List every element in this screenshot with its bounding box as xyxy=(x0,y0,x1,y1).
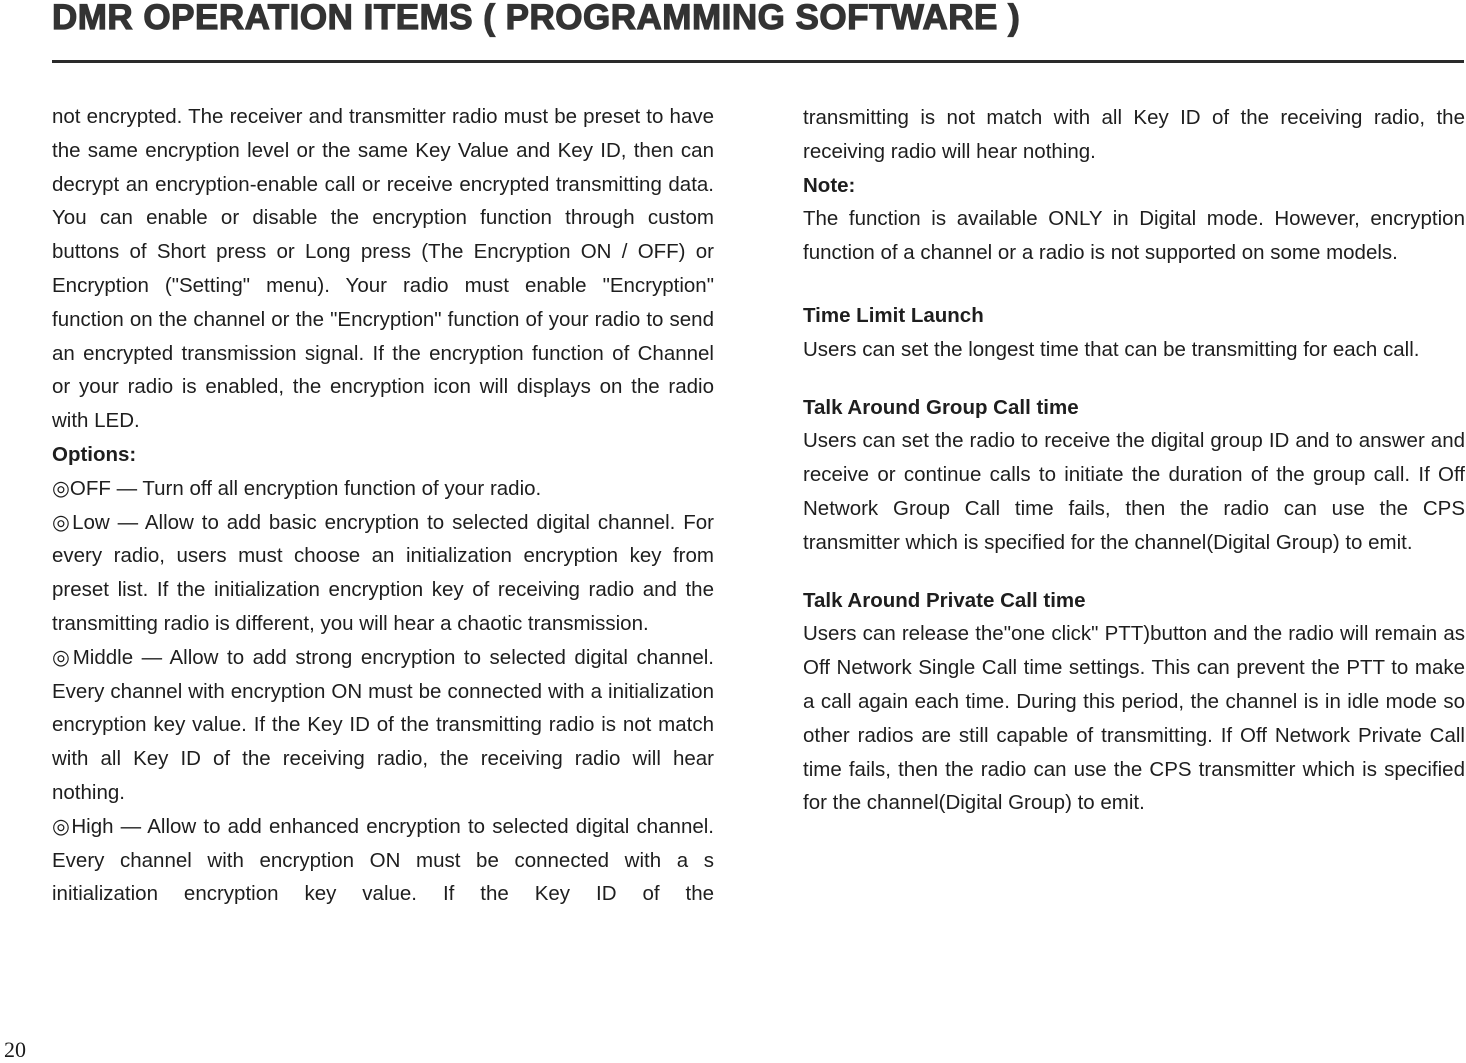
note-paragraph: The function is available ONLY in Digital mode. However, encryption function of a channel or a radio is not supported on some models. xyxy=(803,207,1465,265)
continuation-paragraph: transmitting is not match with all Key ID of the receiving radio, the receiving radio will hear nothing. xyxy=(803,106,1465,163)
section-title-talk-around-private-call: Talk Around Private Call time xyxy=(803,588,1086,612)
left-column xyxy=(52,100,714,911)
note-label: Note: xyxy=(803,173,856,197)
page-number: 20 xyxy=(4,1037,26,1062)
section-body-talk-around-group-call: Users can set the radio to receive the digital group ID and to answer and receive or continue calls to initiate the duration of the group call. If Off Network Group Call time fails, then the radio can use the CPS transmitter which is specified for the channel(Digital Group) to emit. xyxy=(803,429,1465,554)
option-middle: ◎Middle — Allow to add strong encryption to selected digital channel. Every channel with encryption ON must be connected with a initialization encryption key value. If the Key ID of the transmitting radio is not match with all Key ID of the receiving radio, the receiving radio will hear nothing. xyxy=(52,645,714,804)
section-title-talk-around-group-call: Talk Around Group Call time xyxy=(803,395,1079,419)
section-body-talk-around-private-call: Users can release the"one click" PTT)button and the radio will remain as Off Network Single Call time settings. This can prevent the PTT to make a call again each time. During this period, the channel is in idle mode so other radios are still capable of transmitting. If Off Network Private Call time fails, then the radio can use the CPS transmitter which is specified for the channel(Digital Group) to emit. xyxy=(803,622,1465,815)
encryption-intro-paragraph: not encrypted. The receiver and transmitter radio must be preset to have the same encryption level or the same Key Value and Key ID, then can decrypt an encryption-enable call or receive encrypted transmitting data. You can enable or disable the encryption function through custom buttons of Short press or Long press (The Encryption ON / OFF) or Encryption ("Setting" menu). Your radio must enable "Encryption" function on the channel or the "Encryption" function of your radio to send an encrypted transmission signal. If the encryption function of Channel or your radio is enabled, the encryption icon will displays on the radio with LED. xyxy=(52,105,714,433)
option-off: ◎OFF — Turn off all encryption function of your radio. xyxy=(52,476,542,500)
page-title: DMR OPERATION ITEMS ( PROGRAMMING SOFTWARE ) xyxy=(52,0,1021,37)
section-body-time-limit-launch: Users can set the longest time that can be transmitting for each call. xyxy=(803,337,1420,361)
section-title-time-limit-launch: Time Limit Launch xyxy=(803,303,984,327)
option-high: ◎High — Allow to add enhanced encryption to selected digital channel. Every channel with encryption ON must be connected with a s initialization encryption key value. If the Key ID of the xyxy=(52,814,714,906)
options-label: Options: xyxy=(52,442,137,466)
header-divider xyxy=(52,60,1464,63)
right-column xyxy=(803,101,1465,820)
option-low: ◎Low — Allow to add basic encryption to selected digital channel. For every radio, users must choose an initialization encryption key from preset list. If the initialization encryption key of receiving radio and the transmitting radio is different, you will hear a chaotic transmission. xyxy=(52,510,714,635)
